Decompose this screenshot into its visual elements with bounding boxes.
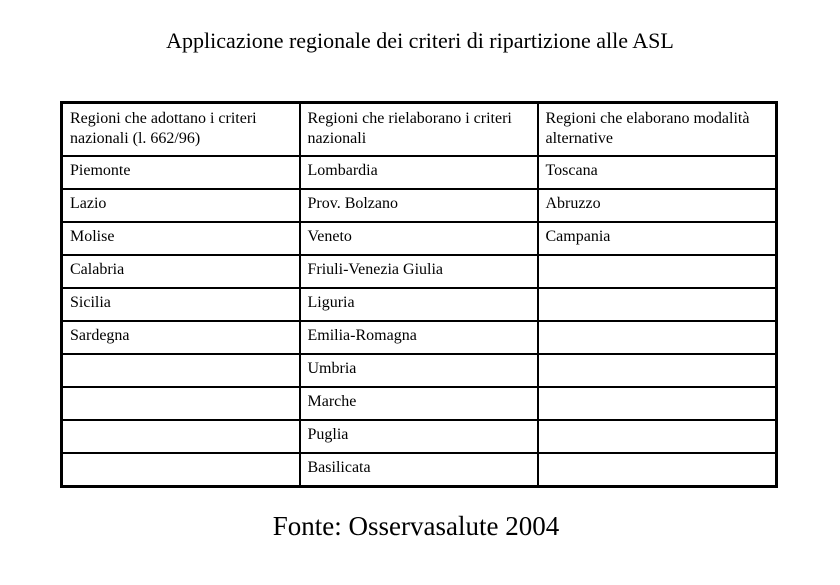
table-cell: Liguria [300, 288, 538, 321]
table-cell: Campania [538, 222, 777, 255]
table-row [62, 387, 777, 420]
table-cell [62, 354, 300, 387]
table-row [62, 354, 777, 387]
page-title: Applicazione regionale dei criteri di ripartizione alle ASL [166, 28, 674, 53]
regions-table [60, 101, 778, 488]
table-cell: Umbria [300, 354, 538, 387]
table-cell [538, 387, 777, 420]
table-cell [62, 387, 300, 420]
header-alternative: Regioni che elaborano modalità alternative [538, 103, 777, 157]
regions-table-container [60, 101, 775, 488]
table-cell [538, 354, 777, 387]
table-row [62, 222, 777, 255]
table-cell: Lombardia [300, 156, 538, 189]
table-row [62, 453, 777, 487]
table-row [62, 288, 777, 321]
table-row [62, 189, 777, 222]
table-cell [538, 420, 777, 453]
table-cell: Lazio [62, 189, 300, 222]
table-cell: Sardegna [62, 321, 300, 354]
table-header-row [62, 103, 777, 157]
table-row [62, 321, 777, 354]
table-row [62, 420, 777, 453]
table-cell: Veneto [300, 222, 538, 255]
table-row [62, 156, 777, 189]
table-cell [538, 288, 777, 321]
table-cell: Puglia [300, 420, 538, 453]
table-cell: Toscana [538, 156, 777, 189]
table-cell: Emilia-Romagna [300, 321, 538, 354]
table-cell: Marche [300, 387, 538, 420]
table-cell: Basilicata [300, 453, 538, 487]
table-cell: Abruzzo [538, 189, 777, 222]
table-cell: Calabria [62, 255, 300, 288]
table-cell: Prov. Bolzano [300, 189, 538, 222]
header-adopt-national: Regioni che adottano i criteri nazionali (l. 662/96) [62, 103, 300, 157]
table-body [62, 156, 777, 487]
table-row [62, 255, 777, 288]
table-cell: Molise [62, 222, 300, 255]
table-cell: Piemonte [62, 156, 300, 189]
source-note: Fonte: Osservasalute 2004 [272, 511, 560, 541]
header-rework-national: Regioni che rielaborano i criteri nazionali [300, 103, 538, 157]
table-cell: Friuli-Venezia Giulia [300, 255, 538, 288]
table-cell [538, 453, 777, 487]
table-cell [538, 321, 777, 354]
table-cell [62, 420, 300, 453]
table-cell [538, 255, 777, 288]
table-cell [62, 453, 300, 487]
table-cell: Sicilia [62, 288, 300, 321]
